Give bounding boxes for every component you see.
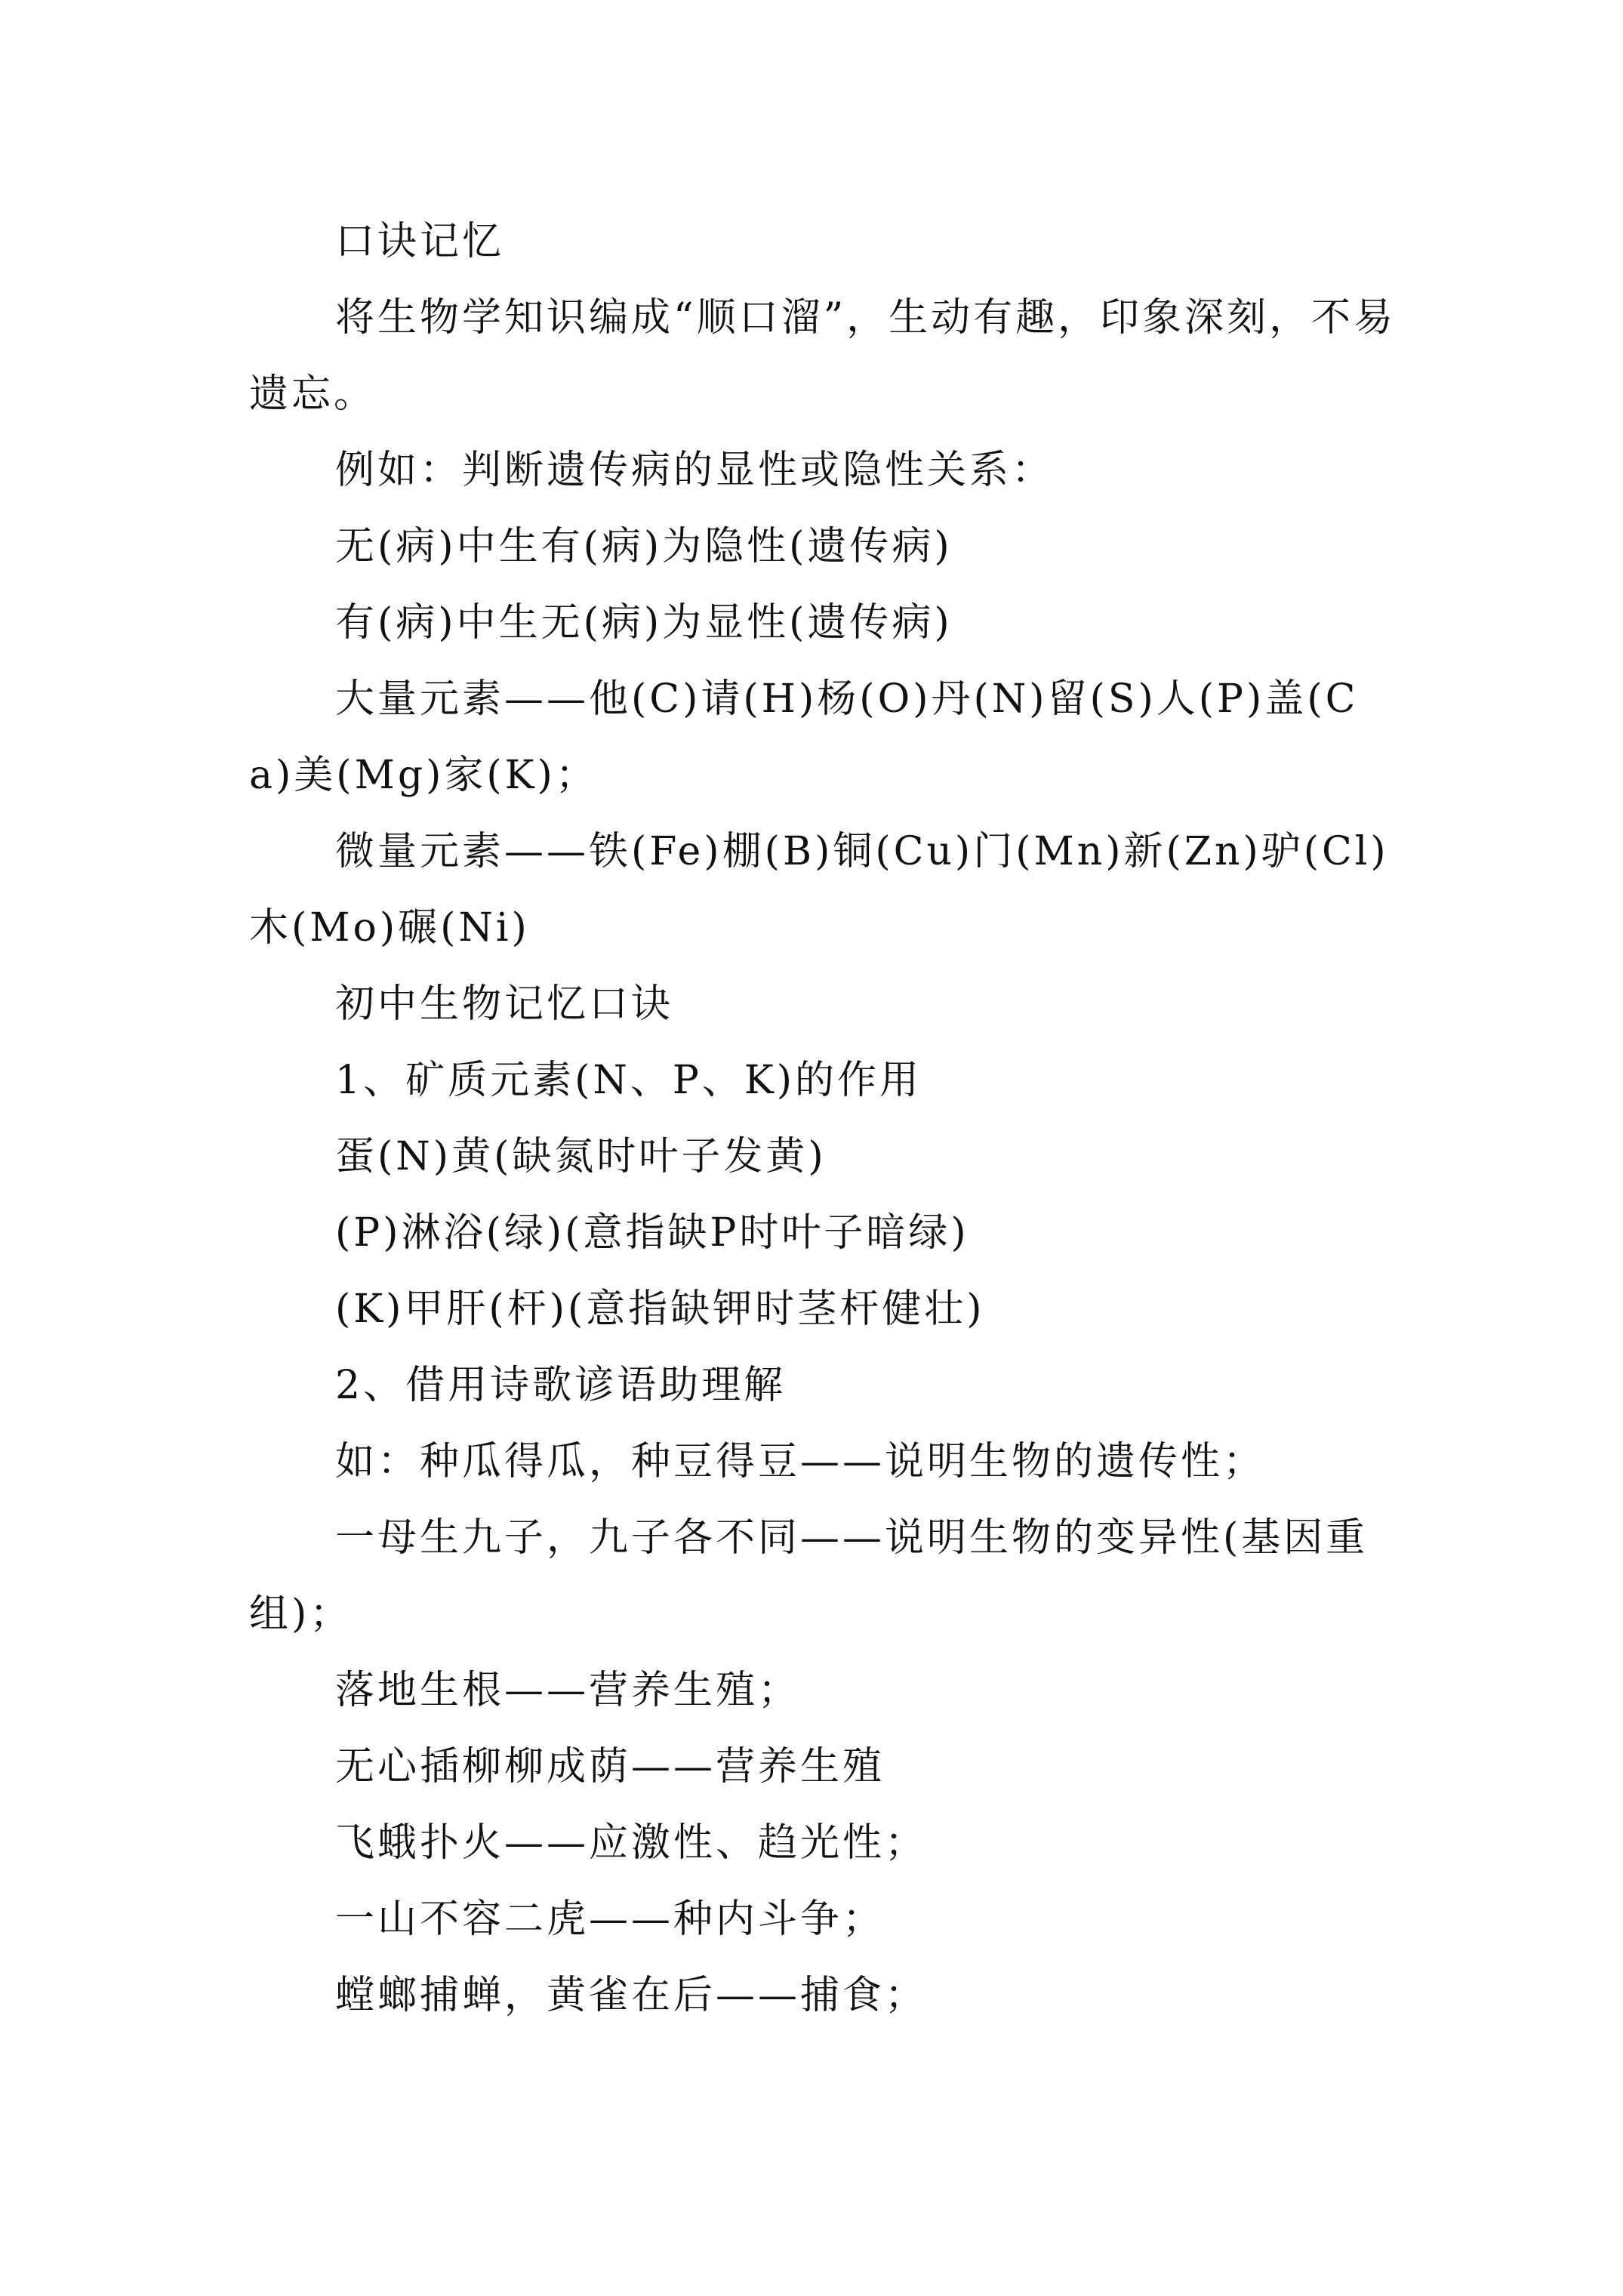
paragraph: 例如：判断遗传病的显性或隐性关系： [335, 448, 1055, 493]
paragraph: 无心插柳柳成荫——营养生殖 [335, 1744, 885, 1789]
document-body [249, 204, 1397, 2034]
paragraph: 飞蛾扑火——应激性、趋光性； [335, 1820, 928, 1866]
paragraph: 螳螂捕蝉，黄雀在后——捕食； [335, 1973, 928, 2018]
paragraph: 有(病)中生无(病)为显性(遗传病) [335, 600, 953, 646]
paragraph: (K)甲肝(杆)(意指缺钾时茎杆健壮) [335, 1287, 985, 1332]
paragraph: 2、借用诗歌谚语助理解 [335, 1363, 787, 1408]
paragraph: 将生物学知识编成“顺口溜”，生动有趣，印象深刻，不易遗忘。 [249, 295, 1397, 417]
paragraph: 一山不容二虎——种内斗争； [335, 1897, 885, 1942]
paragraph: 口诀记忆 [335, 219, 505, 264]
paragraph: 如：种瓜得瓜，种豆得豆——说明生物的遗传性； [335, 1439, 1266, 1484]
paragraph: 一母生九子，九子各不同——说明生物的变异性(基因重组)； [249, 1515, 1369, 1637]
paragraph: 微量元素——铁(Fe)棚(B)铜(Cu)门(Mn)新(Zn)驴(Cl)木(Mo)碾(Ni) [249, 829, 1389, 951]
paragraph: 无(病)中生有(病)为隐性(遗传病) [335, 524, 953, 569]
paragraph: 蛋(N)黄(缺氮时叶子发黄) [335, 1134, 827, 1179]
paragraph: (P)淋浴(绿)(意指缺P时叶子暗绿) [335, 1210, 969, 1256]
paragraph: 初中生物记忆口诀 [335, 982, 674, 1027]
paragraph: 落地生根——营养生殖； [335, 1668, 801, 1713]
paragraph: 大量元素——他(C)请(H)杨(O)丹(N)留(S)人(P)盖(Ca)美(Mg)家(K)； [249, 676, 1359, 798]
paragraph: 1、矿质元素(N、P、K)的作用 [335, 1058, 922, 1103]
